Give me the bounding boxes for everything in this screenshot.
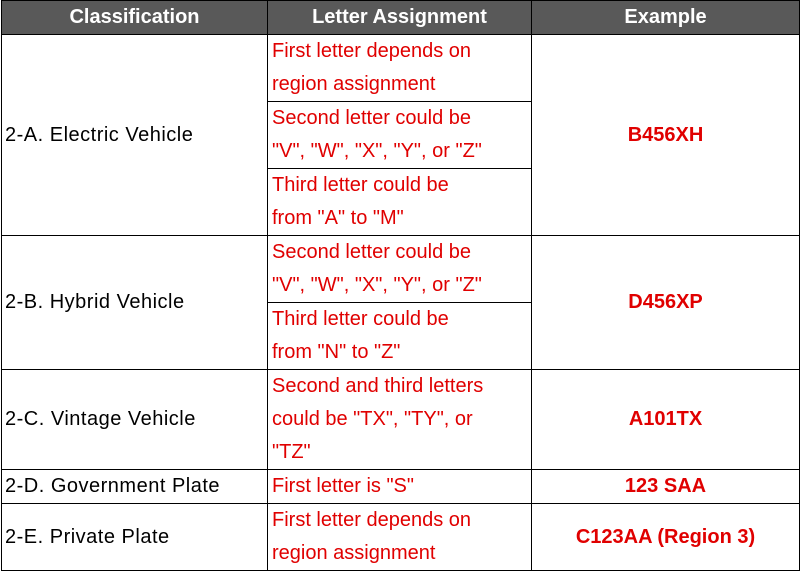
- classification-cell: 2-C. Vintage Vehicle: [2, 370, 268, 470]
- example-cell: B456XH: [532, 35, 800, 236]
- rule-line: First letter is "S": [272, 475, 414, 497]
- example-cell: D456XP: [532, 236, 800, 370]
- table-row: [2, 236, 800, 303]
- letter-rule-cell: [268, 470, 532, 504]
- letter-rule-cell: [268, 303, 532, 370]
- classification-cell: 2-A. Electric Vehicle: [2, 35, 268, 236]
- example-cell: A101TX: [532, 370, 800, 470]
- rule-line: from "N" to "Z": [272, 341, 401, 363]
- letter-rule-cell: [268, 102, 532, 169]
- rule-line: Second letter could be: [272, 107, 472, 129]
- rule-line: First letter depends on: [272, 509, 471, 531]
- example-cell: 123 SAA: [532, 470, 800, 504]
- classification-cell: 2-B. Hybrid Vehicle: [2, 236, 268, 370]
- rule-line: region assignment: [272, 73, 436, 95]
- rule-line: Third letter could be: [272, 174, 449, 196]
- letter-rule-cell: [268, 169, 532, 236]
- table-row: [2, 370, 800, 470]
- header-example: Example: [532, 1, 800, 35]
- header-letter-assignment: Letter Assignment: [268, 1, 532, 35]
- table-row: [2, 35, 800, 102]
- letter-rule-cell: [268, 35, 532, 102]
- header-row: [2, 1, 800, 35]
- license-plate-table: [1, 0, 800, 571]
- rule-line: from "A" to "M": [272, 207, 404, 229]
- letter-rule-cell: [268, 504, 532, 571]
- rule-line: Third letter could be: [272, 308, 449, 330]
- letter-rule-cell: [268, 370, 532, 470]
- rule-line: First letter depends on: [272, 40, 471, 62]
- rule-line: Second letter could be: [272, 241, 472, 263]
- rule-line: "V", "W", "X", "Y", or "Z": [272, 140, 482, 162]
- header-classification: Classification: [2, 1, 268, 35]
- rule-line: "V", "W", "X", "Y", or "Z": [272, 274, 482, 296]
- classification-cell: 2-E. Private Plate: [2, 504, 268, 571]
- rule-line: could be "TX", "TY", or: [272, 408, 473, 430]
- example-cell: C123AA (Region 3): [532, 504, 800, 571]
- letter-rule-cell: [268, 236, 532, 303]
- rule-line: Second and third letters: [272, 375, 484, 397]
- rule-line: region assignment: [272, 542, 436, 564]
- rule-line: "TZ": [272, 441, 311, 463]
- table-row: [2, 504, 800, 571]
- classification-cell: 2-D. Government Plate: [2, 470, 268, 504]
- table-row: [2, 470, 800, 504]
